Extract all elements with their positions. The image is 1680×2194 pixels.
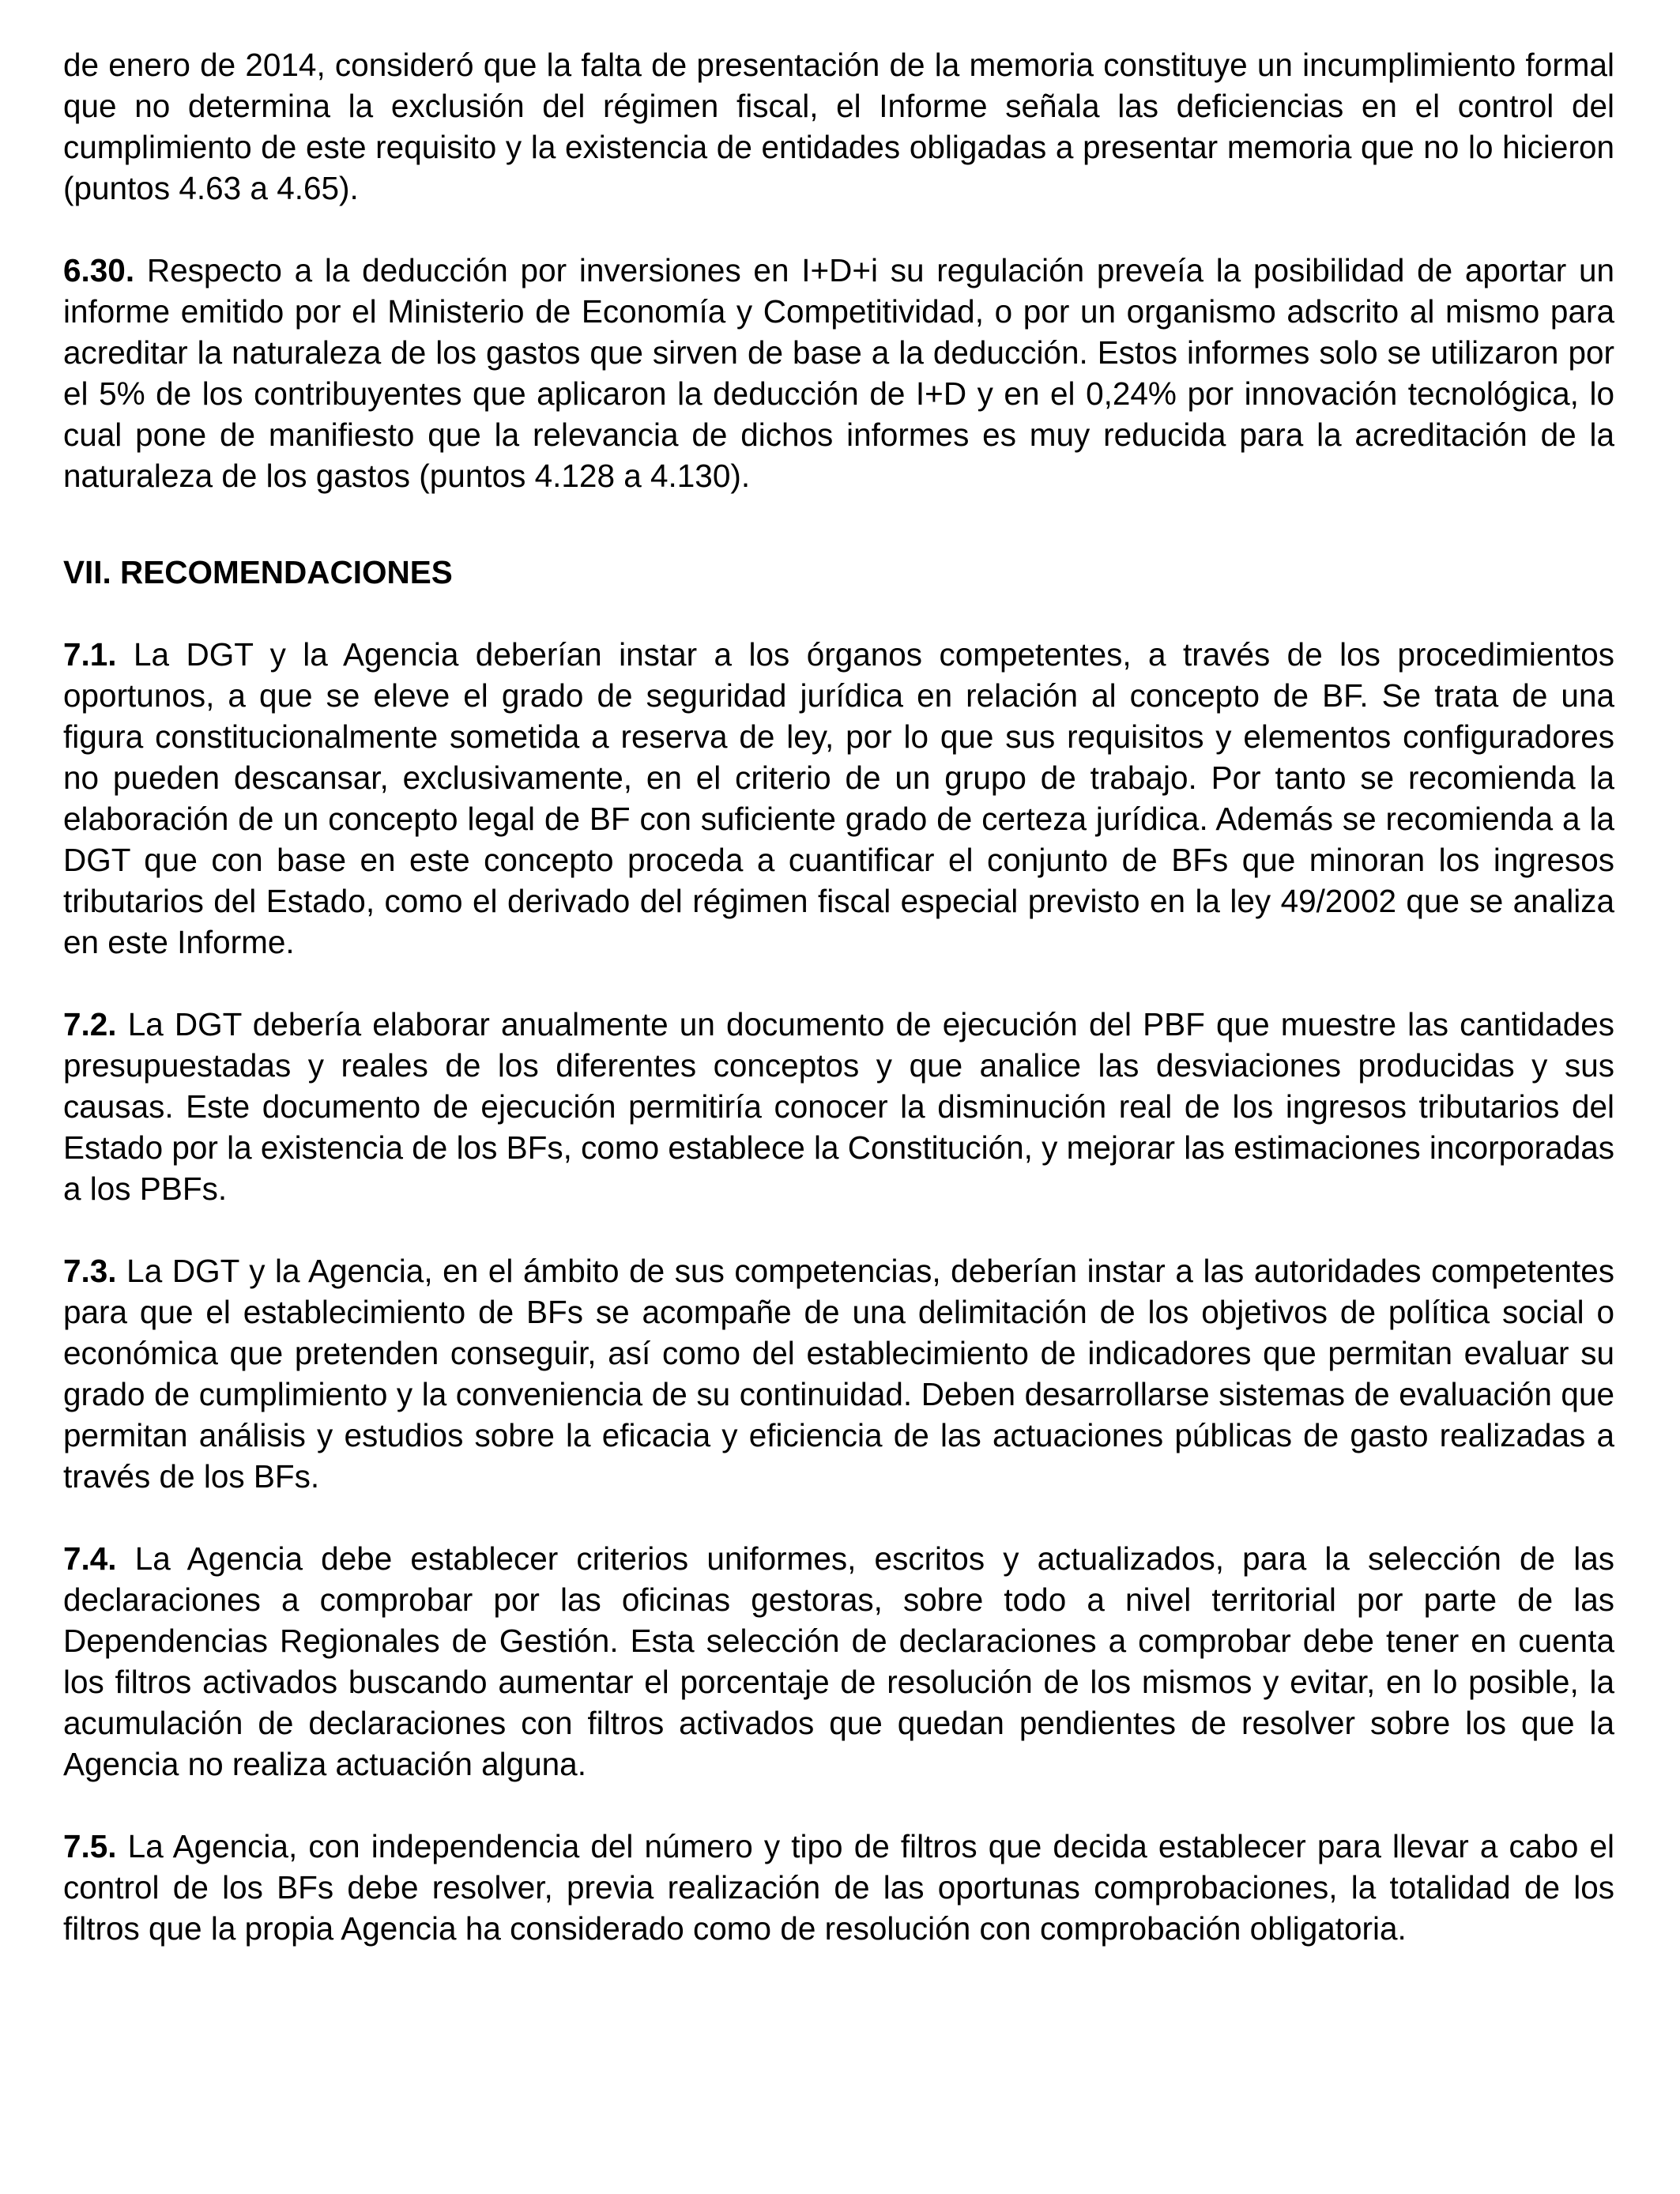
document-page bbox=[63, 44, 1614, 1949]
recommendation-text: La Agencia debe establecer criterios uniformes, escritos y actualizados, para la selección de las declaraciones a comprobar por las oficinas gestoras, sobre todo a nivel territorial por parte de las Dependencias Regionales de Gestión. Esta selección de declaraciones a comprobar debe tener en cuenta los filtros activados buscando aumentar el porcentaje de resolución de los mismos y evitar, en lo posible, la acumulación de declaraciones con filtros activados que quedan pendientes de resolver sobre los que la Agencia no realiza actuación alguna. bbox=[63, 1540, 1614, 1782]
paragraph-number: 6.30. bbox=[63, 252, 135, 288]
recommendation-7-3 bbox=[63, 1250, 1614, 1497]
paragraph-continuation: de enero de 2014, consideró que la falta de presentación de la memoria constituye un incumplimiento formal que no determina la exclusión del régimen fiscal, el Informe señala las deficiencias en el control del cumplimiento de este requisito y la existencia de entidades obligadas a presentar memoria que no lo hicieron (puntos 4.63 a 4.65). bbox=[63, 47, 1614, 206]
recommendation-text: La DGT debería elaborar anualmente un documento de ejecución del PBF que muestre las cantidades presupuestadas y reales de los diferentes conceptos y que analice las desviaciones producidas y sus causas. Este documento de ejecución permitiría conocer la disminución real de los ingresos tributarios del Estado por la existencia de los BFs, como establece la Constitución, y mejorar las estimaciones incorporadas a los PBFs. bbox=[63, 1006, 1614, 1207]
recommendation-text: La DGT y la Agencia deberían instar a los órganos competentes, a través de los procedimientos oportunos, a que se eleve el grado de seguridad jurídica en relación al concepto de BF. Se trata de una figura constitucionalmente sometida a reserva de ley, por lo que sus requisitos y elementos configuradores no pueden descansar, exclusivamente, en el criterio de un grupo de trabajo. Por tanto se recomienda la elaboración de un concepto legal de BF con suficiente grado de certeza jurídica. Además se recomienda a la DGT que con base en este concepto proceda a cuantificar el conjunto de BFs que minoran los ingresos tributarios del Estado, como el derivado del régimen fiscal especial previsto en la ley 49/2002 que se analiza en este Informe. bbox=[63, 636, 1614, 960]
recommendation-number: 7.4. bbox=[63, 1540, 117, 1577]
recommendation-7-4 bbox=[63, 1538, 1614, 1785]
recommendation-number: 7.2. bbox=[63, 1006, 117, 1042]
recommendation-7-5 bbox=[63, 1826, 1614, 1949]
recommendation-number: 7.3. bbox=[63, 1253, 117, 1289]
recommendation-7-1 bbox=[63, 634, 1614, 963]
section-heading: VII. RECOMENDACIONES bbox=[63, 554, 453, 590]
recommendation-number: 7.5. bbox=[63, 1828, 117, 1864]
recommendation-text: La DGT y la Agencia, en el ámbito de sus competencias, deberían instar a las autoridades competentes para que el establecimiento de BFs se acompañe de una delimitación de los objetivos de política social o económica que pretenden conseguir, así como del establecimiento de indicadores que permitan evaluar su grado de cumplimiento y la conveniencia de su continuidad. Deben desarrollarse sistemas de evaluación que permitan análisis y estudios sobre la eficacia y eficiencia de las actuaciones públicas de gasto realizadas a través de los BFs. bbox=[63, 1253, 1614, 1495]
paragraph-text: Respecto a la deducción por inversiones en I+D+i su regulación preveía la posibilidad de aportar un informe emitido por el Ministerio de Economía y Competitividad, o por un organismo adscrito al mismo para acreditar la naturaleza de los gastos que sirven de base a la deducción. Estos informes solo se utilizaron por el 5% de los contribuyentes que aplicaron la deducción de I+D y en el 0,24% por innovación tecnológica, lo cual pone de manifiesto que la relevancia de dichos informes es muy reducida para la acreditación de la naturaleza de los gastos (puntos 4.128 a 4.130). bbox=[63, 252, 1614, 494]
recommendation-text: La Agencia, con independencia del número y tipo de filtros que decida establecer para llevar a cabo el control de los BFs debe resolver, previa realización de las oportunas comprobaciones, la totalidad de los filtros que la propia Agencia ha considerado como de resolución con comprobación obligatoria. bbox=[63, 1828, 1614, 1947]
paragraph-6-30 bbox=[63, 250, 1614, 496]
recommendation-number: 7.1. bbox=[63, 636, 117, 673]
recommendation-7-2 bbox=[63, 1004, 1614, 1209]
